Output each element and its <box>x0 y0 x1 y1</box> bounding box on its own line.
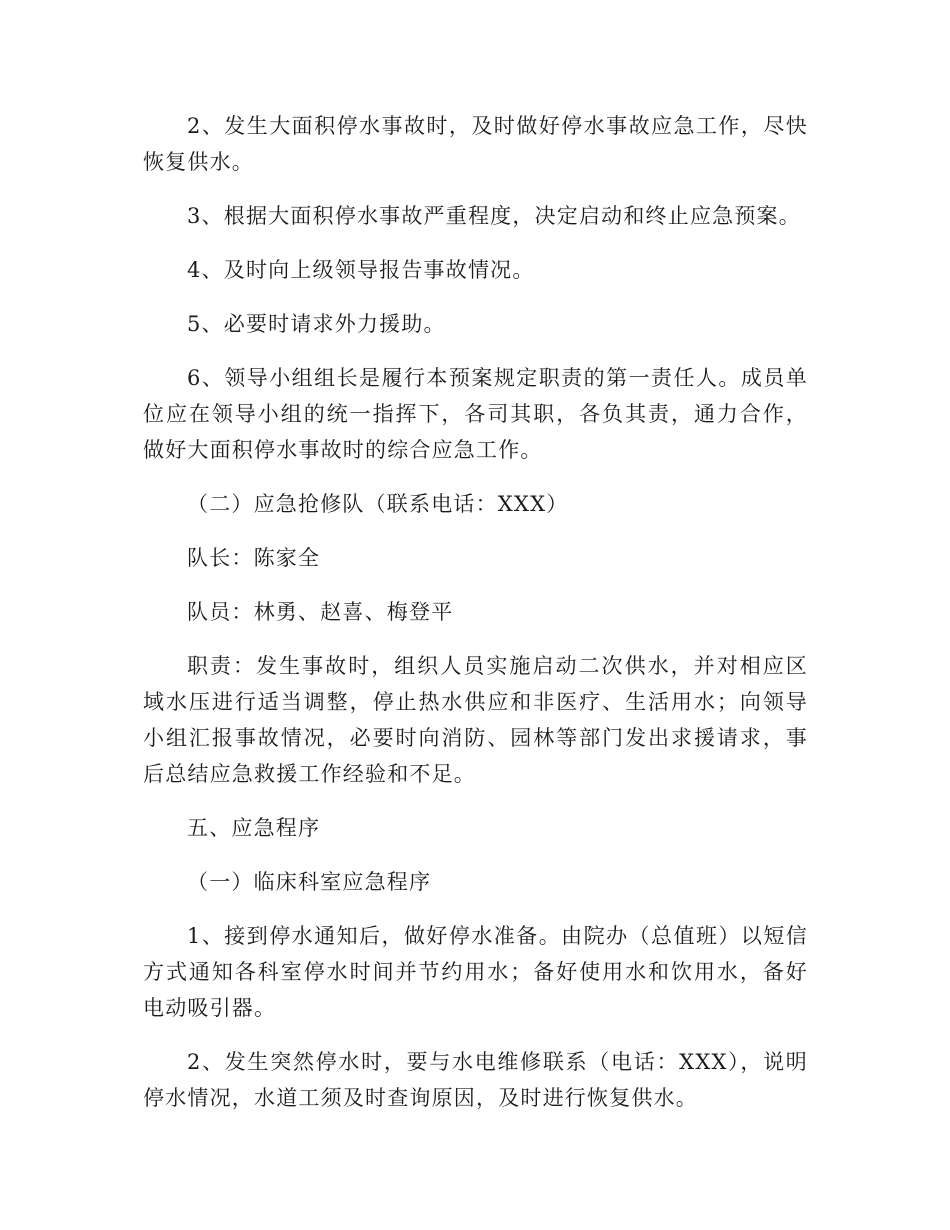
paragraph-procedure-1: 1、接到停水通知后，做好停水准备。由院办（总值班）以短信方式通知各科室停水时间并节约用水；备好使用水和饮用水，备好电动吸引器。 <box>143 924 808 1020</box>
team-members: 队员：林勇、赵喜、梅登平 <box>187 600 454 624</box>
document-page <box>143 108 808 1134</box>
paragraph-duty-4: 4、及时向上级领导报告事故情况。 <box>187 258 535 282</box>
team-leader: 队长：陈家全 <box>187 546 321 570</box>
paragraph-duty-2: 2、发生大面积停水事故时，及时做好停水事故应急工作，尽快恢复供水。 <box>143 114 808 174</box>
paragraph-responsibilities: 职责：发生事故时，组织人员实施启动二次供水，并对相应区域水压进行适当调整，停止热水供应和非医疗、生活用水；向领导小组汇报事故情况，必要时向消防、园林等部门发出求援请求，事后总结应急救援工作经验和不足。 <box>143 654 808 786</box>
paragraph-duty-3: 3、根据大面积停水事故严重程度，决定启动和终止应急预案。 <box>187 204 801 228</box>
paragraph-duty-6: 6、领导小组组长是履行本预案规定职责的第一责任人。成员单位应在领导小组的统一指挥下，各司其职，各负其责，通力合作，做好大面积停水事故时的综合应急工作。 <box>143 366 808 462</box>
paragraph-procedure-2: 2、发生突然停水时，要与水电维修联系（电话：XXX），说明停水情况，水道工须及时查询原因，及时进行恢复供水。 <box>143 1050 808 1110</box>
paragraph-duty-5: 5、必要时请求外力援助。 <box>187 312 446 336</box>
section-heading-procedures: 五、应急程序 <box>187 816 321 840</box>
section-heading-repair-team: （二）应急抢修队（联系电话：XXX） <box>187 492 569 516</box>
subsection-heading-clinical: （一）临床科室应急程序 <box>187 870 432 894</box>
